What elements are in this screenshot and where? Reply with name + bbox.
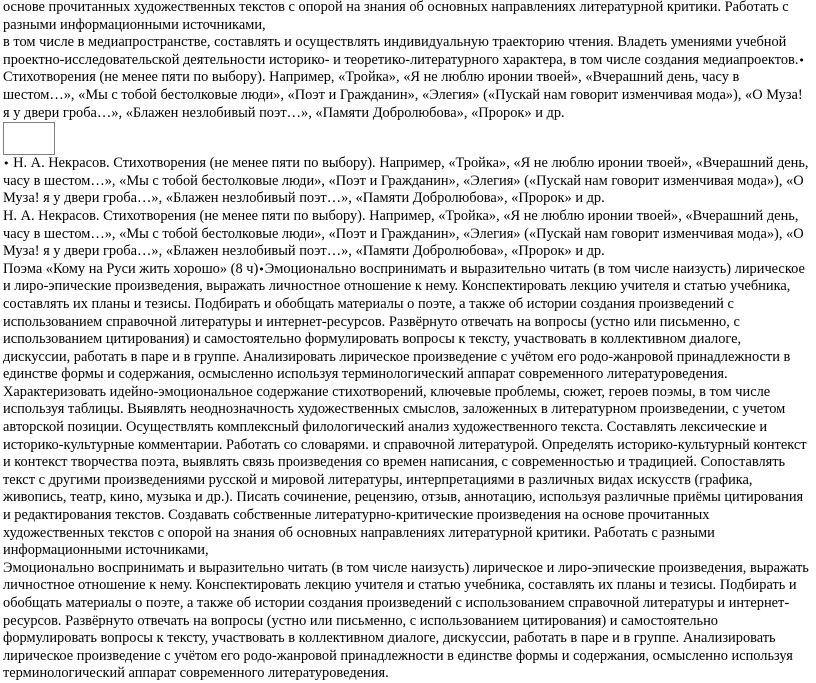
paragraph-poems-list: Стихотворения (не менее пяти по выбору). Например, «Тройка», «Я не люблю иронии твоей», «Вчерашний день, часу в шестом…», «Мы с тобой бестолковые люди», «Поэт и Гражданин», «Элегия» («Пускай нам говорит изменчивая мода»), «О Муза! я у двери гроба…», «Блажен незлобивый поэт…», «Памяти Добролюбова», «Пророк» и др.	[3, 69, 803, 121]
poem-title: Поэма «Кому на Руси жить хорошо» (8 ч)	[3, 260, 259, 277]
paragraph-media-projects	[3, 34, 811, 69]
bullet-icon: •	[3, 157, 10, 171]
paragraph-nekrasov-bulleted	[3, 155, 811, 208]
poem-activities-text: Эмоционально воспринимать и выразительно читать (в том числе наизусть) лирическое и лиро-эпические произведения, выражать личностное отношение к нему. Конспектировать лекцию учителя и статью учебника, составлять их планы и тезисы. Подбирать и обобщать материалы о поэте, а также об истории создания произведений с использованием справочной литературы и интернет-ресурсов. Развёрнуто отвечать на вопросы (устно или письменно, с использованием цитирования) и самостоятельно формулировать вопросы к тексту, участвовать в коллективном диалоге, дискуссии, работать в паре и в группе. Анализировать лирическое произведение с учётом его родо-жанровой принадлежности в единстве формы и содержания, осмысленно используя терминологический аппарат современного литературоведения. Характеризовать идейно-эмоциональное содержание стихотворений, ключевые проблемы, сюжет, героев поэмы, в том числе используя таблицы. Выявлять неоднозначность художественных смыслов, заложенных в литературном произведении, с учетом авторской позиции. Осуществлять комплексный филологический анализ художественного текста. Составлять лексические и историко-культурные комментарии. Работать со словарями. и справочной литературой. Определять историко-культурный контекст и контекст творчества поэта, выявлять связь произведения со времен написания, с современностью и традицией. Сопоставлять текст с другими произведениями русской и мировой литературы, интерпретациями в различных видах искусств (графика, живопись, театр, кино, музыка и др.). Писать сочинение, рецензию, отзыв, аннотацию, используя различные приёмы цитирования и редактирования текстов. Создавать собственные литературно-критические произведения на основе прочитанных художественных текстов с опорой на знания об основных направлениях литературной критики. Работать с разными информационными источниками,	[3, 260, 807, 559]
paragraph-nekrasov: Н. А. Некрасов. Стихотворения (не менее пяти по выбору). Например, «Тройка», «Я не люблю иронии твоей», «Вчерашний день, часу в шестом…», «Мы с тобой бестолковые люди», «Поэт и Гражданин», «Элегия» («Пускай нам говорит изменчивая мода»), «О Муза! я у двери гроба…», «Блажен незлобивый поэт…», «Памяти Добролюбова», «Пророк» и др.	[3, 207, 804, 260]
paragraph-nekrasov-bulleted-text: Н. А. Некрасов. Стихотворения (не менее пяти по выбору). Например, «Тройка», «Я не люблю иронии твоей», «Вчерашний день, часу в шестом…», «Мы с тобой бестолковые люди», «Поэт и Гражданин», «Элегия» («Пускай нам говорит изменчивая мода»), «О Муза! я у двери гроба…», «Блажен незлобивый поэт…», «Памяти Добролюбова», «Пророк» и др.	[3, 155, 809, 207]
paragraph-poem-activities	[3, 261, 811, 560]
empty-table-cell	[3, 122, 55, 155]
paragraph-activities-repeat: Эмоционально воспринимать и выразительно читать (в том числе наизусть) лирическое и лиро-эпические произведения, выражать личностное отношение к нему. Конспектировать лекцию учителя и статью учебника, составлять их планы и тезисы. Подбирать и обобщать материалы о поэте, а также об истории создания произведений с использованием справочной литературы и интернет-ресурсов. Развёрнуто отвечать на вопросы (устно или письменно, с использованием цитирования) и самостоятельно формулировать вопросы к тексту, участвовать в коллективном диалоге, дискуссии, работать в паре и в группе. Анализировать лирическое произведение с учётом его родо-жанровой принадлежности в единстве формы и содержания, осмысленно используя терминологический аппарат современного литературоведения.	[3, 559, 809, 682]
bullet-icon: •	[798, 53, 805, 67]
paragraph-media-projects-text: в том числе в медиапространстве, составлять и осуществлять индивидуальную траекторию чтения. Владеть умениями учебной проектно-исследовательской деятельности историко- и теоретико-литературного характера, в том числе создания медиапроектов.	[3, 34, 799, 68]
bullet-icon: •	[258, 262, 265, 276]
paragraph-critique-end: основе прочитанных художественных текстов с опорой на знания об основных направлениях литературной критики. Работать с разными информационными источниками,	[3, 0, 789, 33]
